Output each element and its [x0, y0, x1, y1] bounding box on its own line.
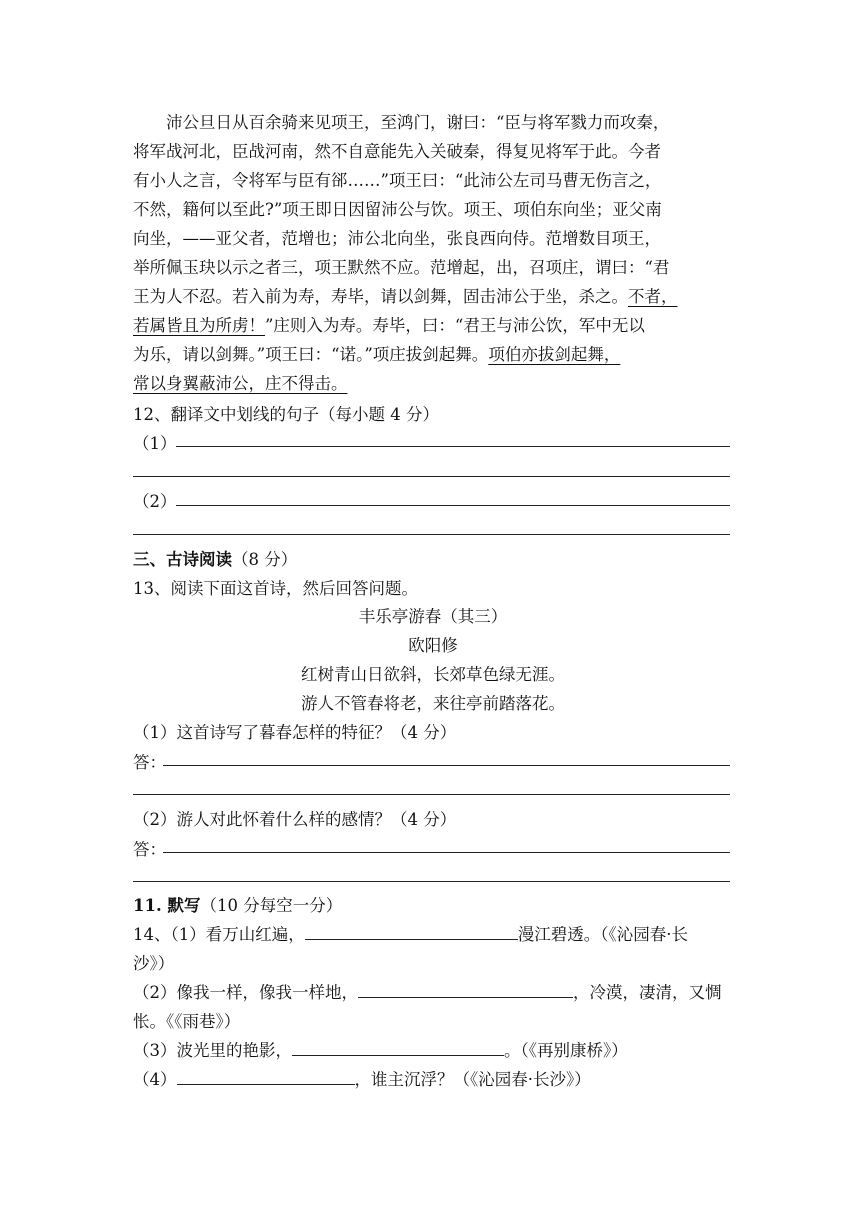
poem-line-2: 游人不管春将老，来往亭前踏落花。 — [301, 694, 565, 713]
q13-answer-label-1: 答： — [133, 753, 166, 772]
q12-item2-label: （2） — [133, 492, 177, 511]
q13-answer-line-4[interactable] — [133, 881, 730, 882]
poem-author: 欧阳修 — [408, 636, 458, 655]
q14-item2-cont: 怅。《《雨巷》） — [133, 1012, 241, 1031]
passage-text: 为乐，请以剑舞。”项王曰：“诺。”项庄拔剑起舞。 — [133, 345, 489, 364]
q12-answer-line-2[interactable] — [133, 476, 730, 477]
underlined-sentence-1-cont: 若属皆且为所虏！ — [133, 316, 265, 335]
poem-line-1: 红树青山日欲斜，长郊草色绿无涯。 — [301, 665, 565, 684]
passage-line — [133, 311, 733, 340]
q14-item3-text: 。（《再别康桥》） — [504, 1041, 628, 1060]
passage-line: 有小人之言，令将军与臣有郤……”项王曰：“此沛公左司马曹无伤言之， — [133, 171, 662, 190]
section11-title: 11. 默写 — [133, 896, 201, 915]
q14-item1-cont: 沙》） — [133, 954, 175, 973]
passage-line: 不然，籍何以至此?”项王即日因留沛公与饮。项王、项伯东向坐；亚父南 — [133, 200, 662, 219]
q14-item4 — [133, 1066, 591, 1090]
section3-title: 三、古诗阅读 — [133, 550, 232, 569]
passage-line: 沛公旦日从百余骑来见项王，至鸿门，谢曰：“臣与将军戮力而攻秦， — [166, 113, 670, 132]
q13-sub1: （1）这首诗写了暮春怎样的特征？（4 分） — [133, 723, 457, 742]
q14-item3 — [133, 1037, 628, 1061]
passage-text: ”庄则入为寿。寿毕，曰：“君王与沛公饮，军中无以 — [265, 316, 645, 335]
q13-sub2: （2）游人对此怀着什么样的感情？（4 分） — [133, 810, 457, 829]
underlined-sentence-2-cont: 常以身翼蔽沛公，庄不得击。 — [133, 374, 348, 393]
q12-prompt: 12、翻译文中划线的句子（每小题 4 分） — [133, 405, 439, 424]
q14-item1-text: 漫江碧透。（《沁园春·长 — [517, 925, 688, 944]
q14-item2-text: ，冷漠，凄清，又惆 — [573, 983, 722, 1002]
passage-line: 向坐，——亚父者，范增也；沛公北向坐，张良西向侍。范增数目项王， — [133, 229, 661, 248]
q14-blank-2[interactable] — [358, 983, 573, 998]
q13-answer-line-1[interactable] — [163, 765, 730, 766]
q14-blank-1[interactable] — [305, 925, 518, 940]
q14-item3-text: （3）波光里的艳影， — [133, 1041, 292, 1060]
underlined-sentence-1: 不者， — [628, 287, 678, 306]
q13-prompt: 13、阅读下面这首诗，然后回答问题。 — [133, 579, 418, 598]
section11-heading — [133, 892, 342, 916]
section3-heading — [133, 546, 297, 570]
q14-item4-text: ，谁主沉浮？（《沁园春·长沙》） — [354, 1070, 591, 1089]
q14-item1-text: 14、（1）看万山红遍， — [133, 925, 305, 944]
passage-line — [133, 282, 733, 311]
section3-score: （8 分） — [232, 550, 298, 569]
q12-answer-line-3[interactable] — [176, 505, 730, 506]
passage-line — [133, 340, 733, 369]
q14-item2-text: （2）像我一样，像我一样地， — [133, 983, 358, 1002]
q12-item1-label: （1） — [133, 434, 177, 453]
q14-blank-4[interactable] — [177, 1070, 355, 1085]
passage-text: 王为人不忍。若入前为寿，寿毕，请以剑舞，固击沛公于坐，杀之。 — [133, 287, 628, 306]
passage-line: 举所佩玉玦以示之者三，项王默然不应。范增起，出，召项庄，谓曰：“君 — [133, 258, 670, 277]
passage-line: 将军战河北，臣战河南，然不自意能先入关破秦，得复见将军于此。今者 — [133, 142, 661, 161]
poem-title: 丰乐亭游春（其三） — [358, 607, 508, 626]
q12-answer-line-4[interactable] — [133, 534, 730, 535]
q14-item2 — [133, 979, 722, 1003]
q13-answer-line-2[interactable] — [133, 794, 730, 795]
q14-item4-text: （4） — [133, 1070, 177, 1089]
q14-blank-3[interactable] — [292, 1041, 504, 1056]
passage — [133, 108, 733, 398]
q13-answer-label-2: 答： — [133, 840, 166, 859]
q13-answer-line-3[interactable] — [163, 852, 730, 853]
q14-item1 — [133, 921, 688, 945]
underlined-sentence-2: 项伯亦拔剑起舞， — [488, 345, 621, 364]
section11-score: （10 分每空一分） — [200, 896, 343, 915]
q12-answer-line-1[interactable] — [176, 446, 730, 447]
